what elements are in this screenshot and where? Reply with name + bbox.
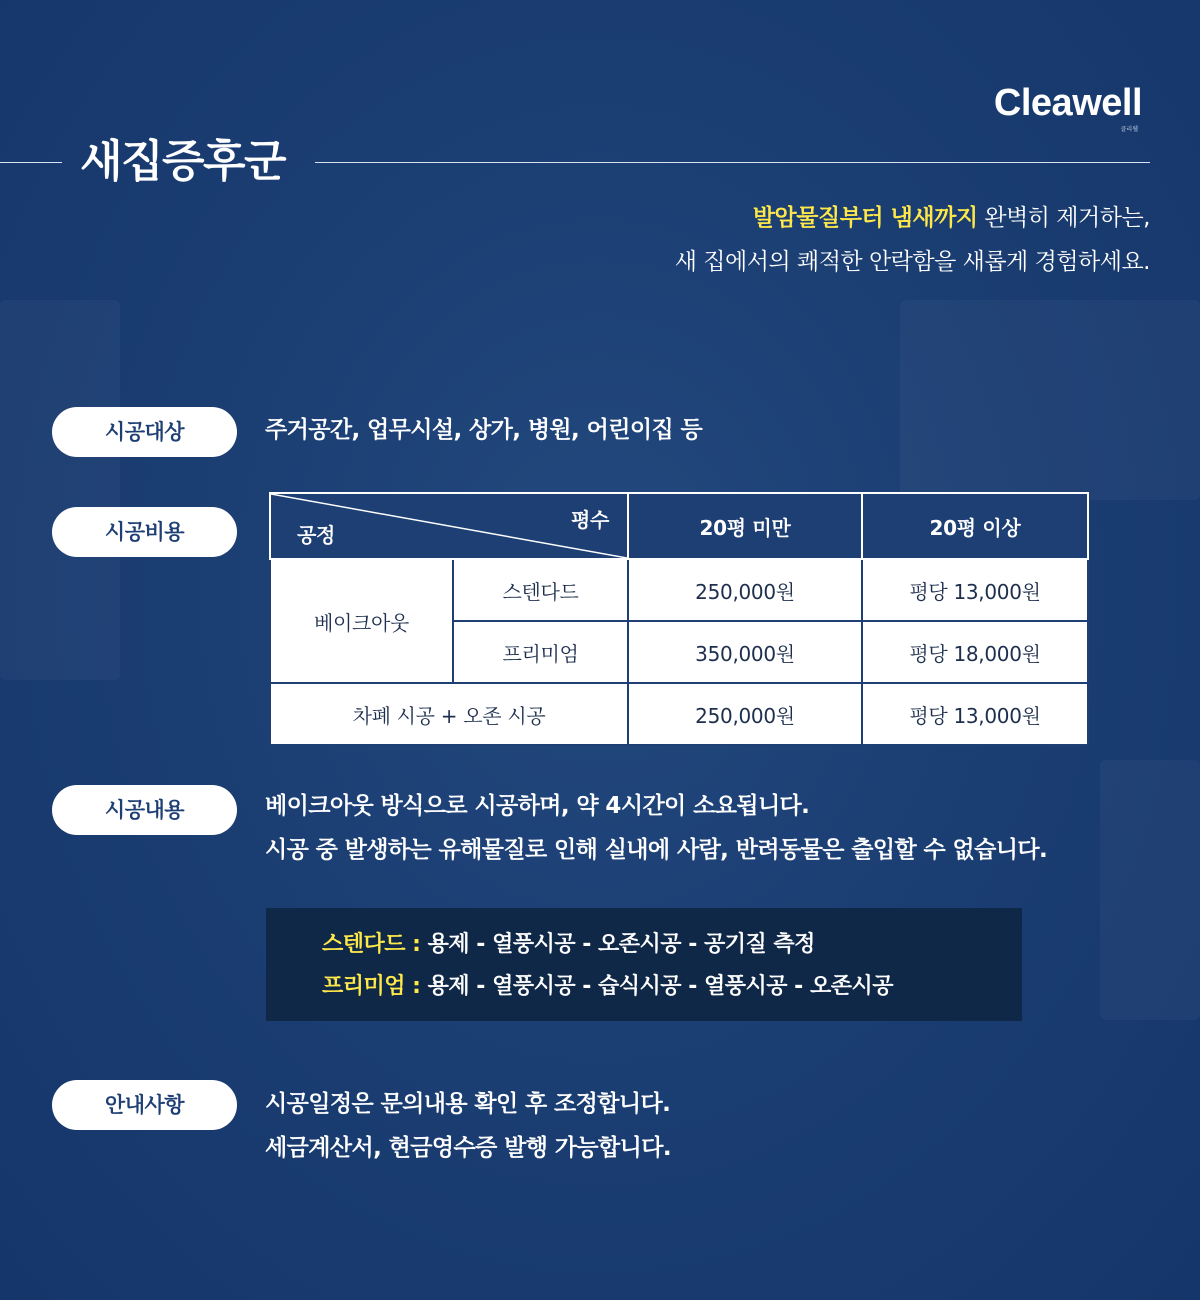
- section-label-content: 시공내용: [52, 785, 237, 835]
- steps-premium-label: 프리미엄 :: [322, 974, 421, 999]
- notice-text: [265, 1082, 671, 1170]
- price-premium-over-20: 평당 18,000원: [862, 621, 1088, 683]
- intro-line-1: [675, 196, 1150, 240]
- steps-standard-label: 스텐다드 :: [322, 932, 421, 957]
- section-label-cost: 시공비용: [52, 507, 237, 557]
- group-bakeout: 베이크아웃: [270, 559, 453, 683]
- background-shape: [900, 300, 1200, 500]
- intro-text: [675, 196, 1150, 284]
- header-diagonal-cell: [270, 493, 628, 559]
- section-label-notice: 안내사항: [52, 1080, 237, 1130]
- logo-subtext: 클리웰: [1120, 126, 1138, 133]
- price-table-header-row: [270, 493, 1088, 559]
- target-text: 주거공간, 업무시설, 상가, 병원, 어린이집 등: [265, 417, 703, 443]
- intro-highlight: 발암물질부터 냄새까지: [752, 205, 978, 231]
- intro-line-1-rest: 완벽히 제거하는,: [977, 205, 1150, 231]
- price-standard-under-20: 250,000원: [628, 559, 862, 621]
- title-divider-left: [0, 162, 62, 163]
- price-combo-under-20: 250,000원: [628, 683, 862, 745]
- content-line-1: 베이크아웃 방식으로 시공하며, 약 4시간이 소요됩니다.: [265, 793, 810, 819]
- header-over-20: 20평 이상: [862, 493, 1088, 559]
- notice-line-2: 세금계산서, 현금영수증 발행 가능합니다.: [265, 1135, 672, 1161]
- section-label-target: 시공대상: [52, 407, 237, 457]
- steps-premium: [322, 966, 1022, 1008]
- header-under-20: 20평 미만: [628, 493, 862, 559]
- brand-logo: [994, 84, 1142, 133]
- header-process: 공정: [297, 523, 336, 547]
- page-title: 새집증후군: [80, 136, 286, 187]
- process-steps-box: [266, 908, 1022, 1021]
- price-table: [269, 492, 1089, 746]
- content-text: [265, 784, 1047, 872]
- logo-text: Cleawell: [993, 82, 1142, 124]
- background-shape: [0, 300, 120, 680]
- content-line-2: 시공 중 발생하는 유해물질로 인해 실내에 사람, 반려동물은 출입할 수 없습니다.: [265, 837, 1048, 863]
- intro-line-2: 새 집에서의 쾌적한 안락함을 새롭게 경험하세요.: [674, 249, 1150, 275]
- notice-line-1: 시공일정은 문의내용 확인 후 조정합니다.: [265, 1091, 671, 1117]
- row-name-standard: 스텐다드: [453, 559, 628, 621]
- steps-standard-text: 용제 - 열풍시공 - 오존시공 - 공기질 측정: [420, 932, 815, 957]
- row-name-combo: 차폐 시공 + 오존 시공: [270, 683, 628, 745]
- price-combo-over-20: 평당 13,000원: [862, 683, 1088, 745]
- table-row: [270, 559, 1088, 621]
- header-pyeong: 평수: [570, 508, 609, 532]
- table-row: [270, 683, 1088, 745]
- price-premium-under-20: 350,000원: [628, 621, 862, 683]
- steps-standard: [322, 924, 1022, 966]
- steps-premium-text: 용제 - 열풍시공 - 습식시공 - 열풍시공 - 오존시공: [420, 974, 893, 999]
- price-standard-over-20: 평당 13,000원: [862, 559, 1088, 621]
- title-row: [0, 136, 1150, 188]
- row-name-premium: 프리미엄: [453, 621, 628, 683]
- title-divider-right: [315, 162, 1150, 163]
- background-shape: [1100, 760, 1200, 1020]
